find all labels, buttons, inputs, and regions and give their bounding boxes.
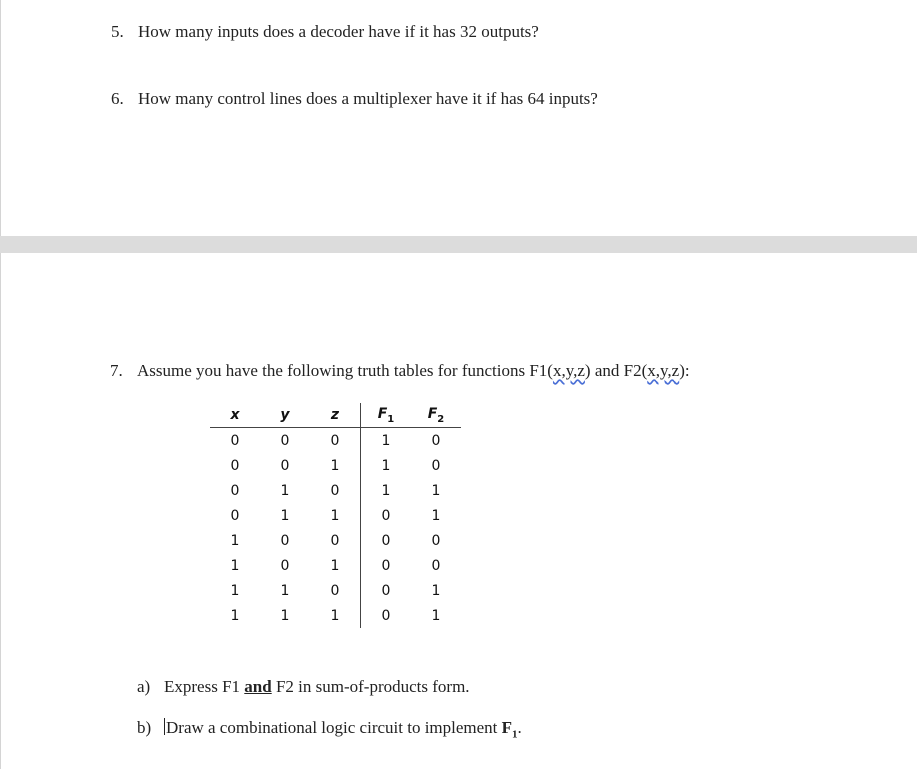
question-6-text: How many control lines does a multiplexer have it if has 64 inputs? <box>138 89 598 108</box>
truth-table-row <box>210 578 461 603</box>
cell-z: 0 <box>330 582 340 599</box>
part-b-post: . <box>517 718 522 737</box>
truth-table-row <box>210 503 461 528</box>
question-5-number: 5. <box>111 22 124 41</box>
question-7-text-middle: ) and F2( <box>584 361 648 380</box>
cell-f2: 0 <box>431 532 441 549</box>
truth-table-header-row <box>210 403 461 428</box>
part-a-post: F2 in sum-of-products form. <box>271 677 470 696</box>
cell-f2: 0 <box>431 557 441 574</box>
cell-z: 0 <box>330 482 340 499</box>
cell-f1: 1 <box>361 478 412 503</box>
page-top <box>0 0 917 236</box>
part-b-emphasis: $F_1$ <box>501 718 518 741</box>
cell-f1: 0 <box>361 603 412 628</box>
cell-y: 0 <box>280 457 290 474</box>
part-a <box>137 677 470 697</box>
f1-arguments: x,y,z <box>552 361 585 380</box>
cell-z: 0 <box>330 432 340 449</box>
truth-table-row <box>210 528 461 553</box>
cell-x: 1 <box>230 607 240 624</box>
cell-z: 0 <box>330 532 340 549</box>
part-b <box>137 718 522 740</box>
cell-z: 1 <box>330 457 340 474</box>
f2-arguments: x,y,z <box>647 361 680 380</box>
cell-f1: 1 <box>361 428 412 454</box>
cell-f2: 1 <box>431 507 441 524</box>
question-7-number: 7. <box>110 361 123 380</box>
question-7-text-before: Assume you have the following truth tables for functions F1( <box>137 361 553 380</box>
cell-f2: 1 <box>431 482 441 499</box>
cell-y: 0 <box>280 432 290 449</box>
question-5-text: How many inputs does a decoder have if it has 32 outputs? <box>138 22 539 41</box>
truth-table-row <box>210 478 461 503</box>
cell-x: 0 <box>230 457 240 474</box>
cell-x: 1 <box>230 532 240 549</box>
header-x: x <box>210 403 260 428</box>
truth-table-row <box>210 453 461 478</box>
part-a-emphasis: and <box>244 677 272 696</box>
cell-y: 1 <box>280 582 290 599</box>
part-a-label: a) <box>137 677 151 696</box>
question-5 <box>111 22 539 42</box>
text-cursor <box>164 718 165 735</box>
question-7 <box>110 361 690 381</box>
cell-x: 0 <box>230 507 240 524</box>
cell-x: 0 <box>230 482 240 499</box>
cell-y: 0 <box>280 532 290 549</box>
cell-z: 1 <box>330 607 340 624</box>
truth-table <box>210 403 461 628</box>
header-z: z <box>310 403 361 428</box>
cell-x: 1 <box>230 557 240 574</box>
header-y: y <box>260 403 310 428</box>
cell-y: 0 <box>280 557 290 574</box>
cell-z: 1 <box>330 557 340 574</box>
part-b-pre: Draw a combinational logic circuit to implement <box>166 718 502 737</box>
cell-x: 1 <box>230 582 240 599</box>
cell-x: 0 <box>230 432 240 449</box>
header-f2: $F_2$ <box>411 403 461 428</box>
truth-table-row <box>210 603 461 628</box>
cell-f2: 1 <box>431 582 441 599</box>
question-7-text-after: ): <box>679 361 690 380</box>
cell-f1: 0 <box>361 578 412 603</box>
cell-f1: 0 <box>361 553 412 578</box>
cell-z: 1 <box>330 507 340 524</box>
header-f1: $F_1$ <box>361 403 412 428</box>
cell-y: 1 <box>280 482 290 499</box>
cell-f1: 1 <box>361 453 412 478</box>
cell-f2: 0 <box>431 457 441 474</box>
part-a-pre: Express F1 <box>164 677 245 696</box>
cell-f2: 0 <box>431 432 441 449</box>
page-gap <box>0 236 917 253</box>
truth-table-row <box>210 553 461 578</box>
cell-y: 1 <box>280 607 290 624</box>
cell-y: 1 <box>280 507 290 524</box>
cell-f1: 0 <box>361 528 412 553</box>
question-6 <box>111 89 598 109</box>
truth-table-row <box>210 428 461 454</box>
question-6-number: 6. <box>111 89 124 108</box>
cell-f1: 0 <box>361 503 412 528</box>
cell-f2: 1 <box>431 607 441 624</box>
part-b-label: b) <box>137 718 152 737</box>
